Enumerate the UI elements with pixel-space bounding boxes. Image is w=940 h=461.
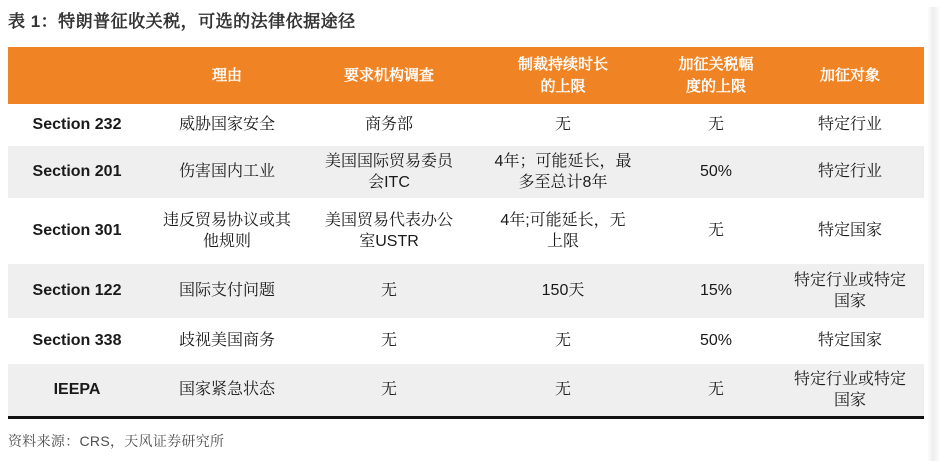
cell-cap: 无 — [707, 222, 724, 240]
page-edge-shadow — [927, 7, 940, 461]
cell-target: 特定行业 — [817, 116, 882, 134]
header-agency: 要求机构调查 — [343, 66, 434, 84]
table-row-section-338 — [8, 318, 924, 364]
cell-name: Section 338 — [32, 332, 122, 350]
cell-cap: 无 — [707, 381, 724, 399]
cell-agency: 美国国际贸易委员会ITC — [324, 152, 453, 191]
cell-target: 特定行业或特定国家 — [793, 370, 906, 409]
cell-target: 特定行业或特定国家 — [793, 271, 906, 310]
cell-name: Section 301 — [32, 222, 122, 240]
cell-agency: 无 — [380, 282, 397, 300]
table-row-section-201 — [8, 146, 924, 198]
cell-cap: 无 — [707, 116, 724, 134]
cell-reason: 国际支付问题 — [178, 282, 275, 300]
cell-agency: 无 — [380, 381, 397, 399]
cell-name: IEEPA — [53, 381, 101, 399]
header-reason: 理由 — [211, 66, 242, 84]
header-duration-cap: 制裁持续时长的上限 — [517, 55, 608, 95]
cell-duration: 无 — [554, 381, 571, 399]
header-section — [8, 47, 146, 104]
cell-cap: 50% — [699, 163, 733, 181]
cell-target: 特定行业 — [817, 163, 882, 181]
cell-reason: 歧视美国商务 — [178, 332, 275, 350]
cell-target: 特定国家 — [817, 222, 882, 240]
header-tariff-cap: 加征关税幅度的上限 — [678, 55, 754, 95]
data-source-note: 资料来源：CRS，天风证券研究所 — [8, 433, 225, 449]
table-header-row — [8, 47, 924, 104]
table-row-section-232 — [8, 104, 924, 146]
table-row-section-122 — [8, 264, 924, 318]
cell-agency: 美国贸易代表办公室USTR — [324, 211, 453, 250]
table-title: 表 1：特朗普征收关税，可选的法律依据途径 — [8, 12, 356, 31]
cell-reason: 威胁国家安全 — [178, 116, 275, 134]
cell-duration: 无 — [554, 116, 571, 134]
cell-duration: 150天 — [541, 282, 585, 300]
cell-name: Section 232 — [32, 116, 122, 134]
cell-agency: 无 — [380, 332, 397, 350]
cell-duration: 4年；可能延长，最多至总计8年 — [494, 152, 632, 191]
cell-agency: 商务部 — [364, 116, 413, 134]
cell-target: 特定国家 — [817, 332, 882, 350]
table-row-ieepa — [8, 364, 924, 416]
cell-reason: 伤害国内工业 — [178, 163, 275, 181]
tariff-legal-basis-table — [8, 47, 924, 419]
cell-name: Section 122 — [32, 282, 122, 300]
cell-name: Section 201 — [32, 163, 122, 181]
cell-reason: 国家紧急状态 — [178, 381, 275, 399]
table-row-section-301 — [8, 198, 924, 264]
cell-cap: 50% — [699, 332, 733, 350]
header-target: 加征对象 — [819, 66, 880, 84]
cell-duration: 4年;可能延长，无上限 — [500, 211, 626, 250]
cell-duration: 无 — [554, 332, 571, 350]
cell-cap: 15% — [699, 282, 733, 300]
cell-reason: 违反贸易协议或其他规则 — [162, 211, 291, 250]
